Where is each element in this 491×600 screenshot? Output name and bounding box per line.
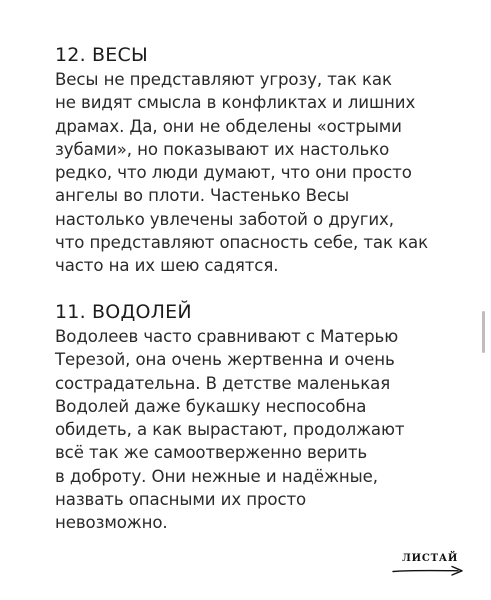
text-line: Водолей даже букашку неспособна [55, 396, 367, 416]
text-line: невозможно. [55, 513, 168, 533]
text-line: не видят смысла в конфликтах и лишних [55, 93, 416, 113]
text-line: всё так же самоотверженно верить [55, 443, 368, 463]
swipe-label: ЛИСТАЙ [402, 553, 459, 564]
section-body [55, 68, 465, 278]
text-line: что представляют опасность себе, так как [55, 233, 429, 253]
section-libra [55, 44, 465, 278]
text-line: часто на их шею садятся. [55, 256, 279, 276]
text-line: Весы не представляют угрозу, так как [55, 70, 392, 89]
text-line: редко, что люди думают, что они просто [55, 163, 412, 183]
text-line: настолько увлечены заботой о других, [55, 209, 394, 229]
swipe-hint[interactable] [392, 553, 468, 579]
text-line: ангелы во плоти. Частенько Весы [55, 186, 350, 206]
text-line: сострадательна. В детстве маленькая [55, 373, 391, 393]
text-line: Водолеев часто сравнивают с Матерью [55, 327, 399, 346]
scrollbar-thumb[interactable] [482, 311, 485, 353]
text-line: обидеть, а как вырастают, продолжают [55, 420, 405, 440]
section-heading: 11. ВОДОЛЕЙ [55, 301, 192, 323]
section-aquarius [55, 301, 465, 535]
text-line: назвать опасными их просто [55, 490, 307, 510]
section-body [55, 325, 465, 535]
arrow-right-icon [392, 565, 468, 577]
section-heading: 12. ВЕСЫ [55, 44, 148, 66]
text-line: в доброту. Они нежные и надёжные, [55, 466, 378, 486]
text-line: зубами», но показывают их настолько [55, 139, 390, 159]
text-line: драмах. Да, они не обделены «острыми [55, 116, 402, 136]
text-line: Терезой, она очень жертвенна и очень [55, 350, 395, 370]
